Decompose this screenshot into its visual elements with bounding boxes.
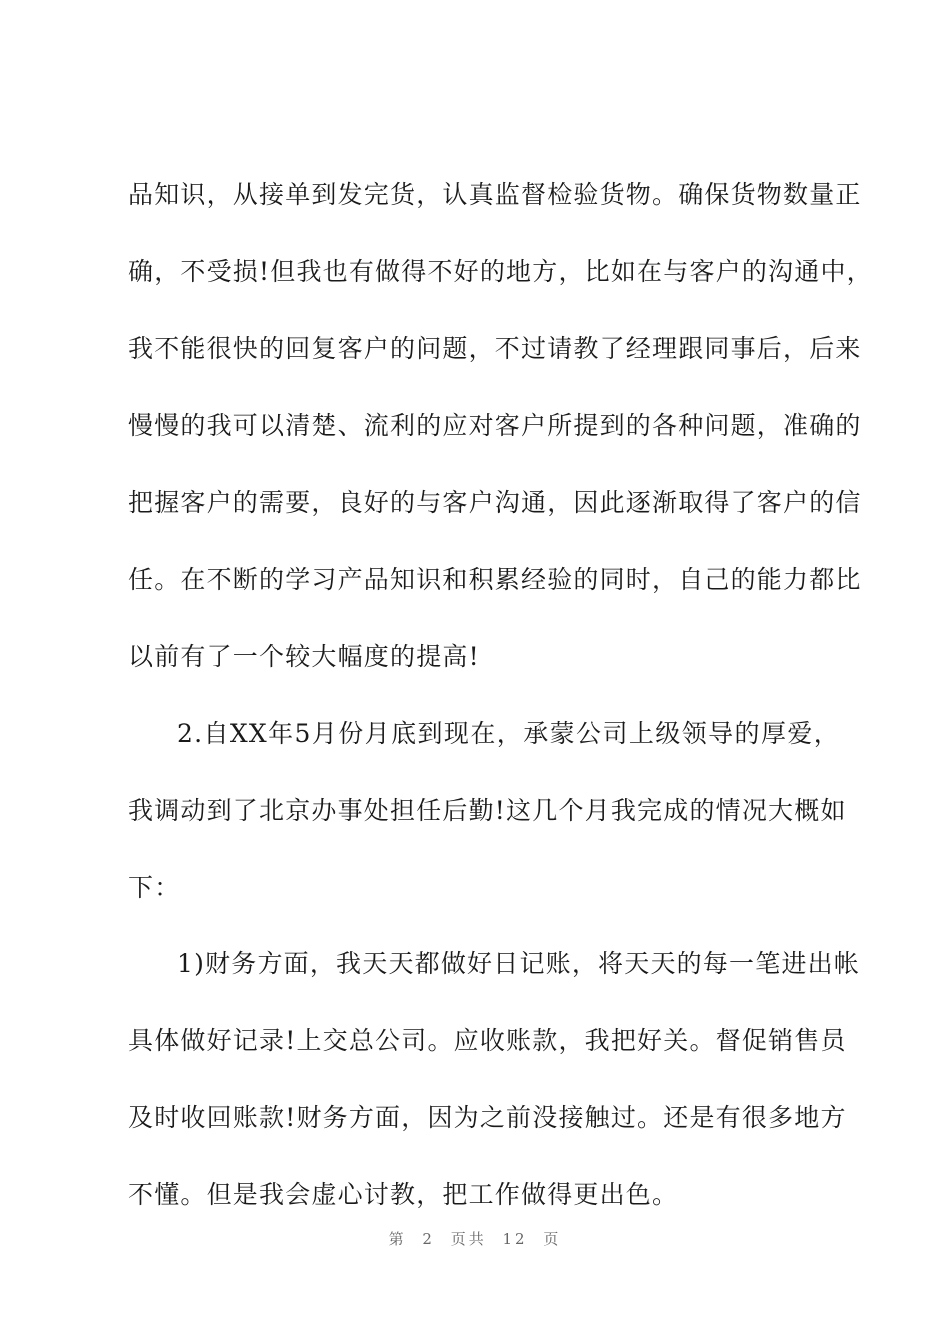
paragraph-line: 以前有了一个较大幅度的提高!	[128, 642, 480, 671]
paragraph-line: 把握客户的需要，良好的与客户沟通，因此逐渐取得了客户的信	[128, 488, 862, 517]
paragraph-line: 具体做好记录!上交总公司。应收账款，我把好关。督促销售员	[128, 1026, 847, 1055]
page-footer	[0, 1228, 950, 1249]
paragraph-line: 下：	[128, 873, 181, 902]
paragraph-line: 及时收回账款!财务方面，因为之前没接触过。还是有很多地方	[128, 1103, 847, 1132]
paragraph-line: 品知识，从接单到发完货，认真监督检验货物。确保货物数量正	[128, 180, 862, 209]
footer-middle: 页共	[450, 1230, 487, 1248]
footer-prefix: 第	[388, 1230, 407, 1248]
paragraph-line: 1)财务方面，我天天都做好日记账，将天天的每一笔进出帐	[177, 949, 861, 978]
paragraph-line: 慢慢的我可以清楚、流利的应对客户所提到的各种问题，准确的	[128, 411, 862, 440]
paragraph-line: 不懂。但是我会虚心讨教，把工作做得更出色。	[128, 1180, 679, 1209]
paragraph-line: 任。在不断的学习产品知识和积累经验的同时，自己的能力都比	[128, 565, 862, 594]
current-page-number: 2	[422, 1230, 435, 1248]
paragraph-line: 我调动到了北京办事处担任后勤!这几个月我完成的情况大概如	[128, 796, 847, 825]
paragraph-line: 我不能很快的回复客户的问题，不过请教了经理跟同事后，后来	[128, 334, 862, 363]
footer-suffix: 页	[543, 1230, 562, 1248]
paragraph-line: 2.自XX年5月份月底到现在，承蒙公司上级领导的厚爱，	[177, 719, 840, 748]
total-page-count: 12	[502, 1230, 528, 1248]
paragraph-line: 确，不受损!但我也有做得不好的地方，比如在与客户的沟通中，	[128, 257, 873, 286]
